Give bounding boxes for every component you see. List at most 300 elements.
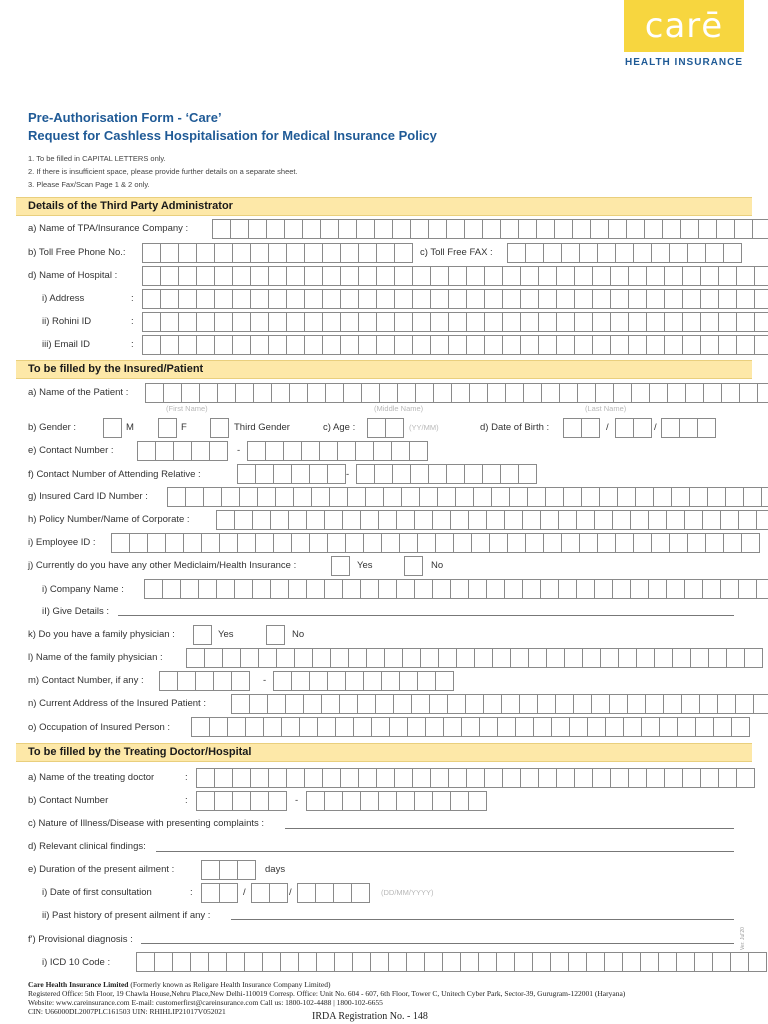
- char-cell[interactable]: [216, 579, 234, 599]
- char-cell[interactable]: [641, 717, 659, 737]
- char-cell[interactable]: [741, 533, 760, 553]
- char-cell[interactable]: [519, 694, 537, 714]
- char-cell[interactable]: [417, 671, 435, 691]
- char-cell[interactable]: [338, 219, 356, 239]
- char-cell[interactable]: [231, 694, 249, 714]
- char-cell[interactable]: [515, 717, 533, 737]
- char-cell[interactable]: [690, 648, 708, 668]
- char-cell[interactable]: [720, 510, 738, 530]
- char-cell[interactable]: [250, 768, 268, 788]
- char-cell[interactable]: [396, 579, 414, 599]
- char-cell[interactable]: [204, 648, 222, 668]
- char-cell[interactable]: [329, 487, 347, 507]
- char-cell[interactable]: [466, 335, 484, 355]
- char-cell[interactable]: [435, 671, 454, 691]
- char-cell[interactable]: [306, 791, 324, 811]
- char-cell[interactable]: [453, 533, 471, 553]
- char-cell[interactable]: [251, 883, 269, 903]
- char-cell[interactable]: [605, 717, 623, 737]
- char-cell[interactable]: [268, 335, 286, 355]
- char-cell[interactable]: [410, 219, 428, 239]
- char-cell[interactable]: [280, 952, 298, 972]
- char-cell[interactable]: [697, 418, 716, 438]
- char-cell[interactable]: [374, 464, 392, 484]
- char-cell[interactable]: [594, 510, 612, 530]
- char-cell[interactable]: [406, 952, 424, 972]
- char-cell[interactable]: [340, 335, 358, 355]
- char-cell[interactable]: [396, 791, 414, 811]
- char-cell[interactable]: [163, 383, 181, 403]
- char-cell[interactable]: [273, 533, 291, 553]
- char-cell[interactable]: [392, 219, 410, 239]
- char-cell[interactable]: [234, 579, 252, 599]
- char-cell[interactable]: [370, 952, 388, 972]
- char-cell[interactable]: [394, 266, 412, 286]
- char-cell[interactable]: [618, 648, 636, 668]
- char-cell[interactable]: [363, 533, 381, 553]
- nature-of-illness-line[interactable]: [285, 828, 734, 829]
- char-cell[interactable]: [293, 487, 311, 507]
- clinical-findings-line[interactable]: [156, 851, 734, 852]
- char-cell[interactable]: [231, 671, 250, 691]
- char-cell[interactable]: [340, 266, 358, 286]
- char-cell[interactable]: [556, 768, 574, 788]
- char-cell[interactable]: [394, 312, 412, 332]
- patient-name-field[interactable]: [145, 383, 768, 403]
- char-cell[interactable]: [237, 533, 255, 553]
- char-cell[interactable]: [430, 289, 448, 309]
- char-cell[interactable]: [700, 768, 718, 788]
- char-cell[interactable]: [252, 510, 270, 530]
- char-cell[interactable]: [582, 648, 600, 668]
- char-cell[interactable]: [664, 289, 682, 309]
- char-cell[interactable]: [286, 335, 304, 355]
- char-cell[interactable]: [682, 266, 700, 286]
- char-cell[interactable]: [334, 952, 352, 972]
- char-cell[interactable]: [664, 768, 682, 788]
- char-cell[interactable]: [412, 289, 430, 309]
- char-cell[interactable]: [356, 464, 374, 484]
- char-cell[interactable]: [198, 579, 216, 599]
- char-cell[interactable]: [597, 533, 615, 553]
- char-cell[interactable]: [234, 510, 252, 530]
- char-cell[interactable]: [573, 694, 591, 714]
- char-cell[interactable]: [718, 312, 736, 332]
- char-cell[interactable]: [397, 383, 415, 403]
- char-cell[interactable]: [545, 487, 563, 507]
- char-cell[interactable]: [268, 289, 286, 309]
- char-cell[interactable]: [203, 487, 221, 507]
- char-cell[interactable]: [646, 312, 664, 332]
- char-cell[interactable]: [592, 266, 610, 286]
- char-cell[interactable]: [399, 671, 417, 691]
- char-cell[interactable]: [209, 441, 228, 461]
- char-cell[interactable]: [538, 768, 556, 788]
- char-cell[interactable]: [286, 768, 304, 788]
- char-cell[interactable]: [407, 717, 425, 737]
- char-cell[interactable]: [340, 312, 358, 332]
- char-cell[interactable]: [273, 671, 291, 691]
- char-cell[interactable]: [345, 533, 363, 553]
- char-cell[interactable]: [576, 579, 594, 599]
- char-cell[interactable]: [514, 952, 532, 972]
- char-cell[interactable]: [504, 510, 522, 530]
- char-cell[interactable]: [466, 266, 484, 286]
- char-cell[interactable]: [160, 312, 178, 332]
- char-cell[interactable]: [448, 266, 466, 286]
- char-cell[interactable]: [352, 952, 370, 972]
- char-cell[interactable]: [268, 768, 286, 788]
- char-cell[interactable]: [196, 768, 214, 788]
- char-cell[interactable]: [754, 266, 768, 286]
- char-cell[interactable]: [322, 768, 340, 788]
- physician-std-field[interactable]: [159, 671, 250, 691]
- char-cell[interactable]: [257, 487, 275, 507]
- char-cell[interactable]: [371, 717, 389, 737]
- char-cell[interactable]: [432, 579, 450, 599]
- char-cell[interactable]: [540, 510, 558, 530]
- char-cell[interactable]: [682, 289, 700, 309]
- char-cell[interactable]: [525, 243, 543, 263]
- char-cell[interactable]: [752, 219, 768, 239]
- char-cell[interactable]: [267, 694, 285, 714]
- char-cell[interactable]: [252, 579, 270, 599]
- char-cell[interactable]: [676, 952, 694, 972]
- past-history-line[interactable]: [231, 919, 734, 920]
- char-cell[interactable]: [367, 418, 385, 438]
- char-cell[interactable]: [316, 952, 334, 972]
- duration-field[interactable]: [201, 860, 256, 880]
- char-cell[interactable]: [263, 717, 281, 737]
- char-cell[interactable]: [708, 648, 726, 668]
- char-cell[interactable]: [361, 383, 379, 403]
- char-cell[interactable]: [448, 289, 466, 309]
- char-cell[interactable]: [592, 335, 610, 355]
- char-cell[interactable]: [178, 335, 196, 355]
- char-cell[interactable]: [705, 533, 723, 553]
- char-cell[interactable]: [615, 243, 633, 263]
- char-cell[interactable]: [509, 487, 527, 507]
- char-cell[interactable]: [682, 312, 700, 332]
- char-cell[interactable]: [753, 694, 768, 714]
- char-cell[interactable]: [484, 312, 502, 332]
- char-cell[interactable]: [348, 648, 366, 668]
- char-cell[interactable]: [358, 289, 376, 309]
- char-cell[interactable]: [574, 335, 592, 355]
- char-cell[interactable]: [250, 266, 268, 286]
- char-cell[interactable]: [456, 648, 474, 668]
- char-cell[interactable]: [538, 266, 556, 286]
- family-physician-no-checkbox[interactable]: [266, 625, 285, 645]
- char-cell[interactable]: [402, 648, 420, 668]
- char-cell[interactable]: [744, 648, 763, 668]
- char-cell[interactable]: [186, 648, 204, 668]
- char-cell[interactable]: [144, 579, 162, 599]
- char-cell[interactable]: [612, 579, 630, 599]
- char-cell[interactable]: [651, 533, 669, 553]
- char-cell[interactable]: [635, 487, 653, 507]
- char-cell[interactable]: [378, 579, 396, 599]
- char-cell[interactable]: [394, 243, 413, 263]
- company-name-field[interactable]: [144, 579, 768, 599]
- consultation-month-field[interactable]: [251, 883, 288, 903]
- char-cell[interactable]: [343, 383, 361, 403]
- char-cell[interactable]: [250, 243, 268, 263]
- char-cell[interactable]: [631, 383, 649, 403]
- char-cell[interactable]: [219, 533, 237, 553]
- char-cell[interactable]: [646, 266, 664, 286]
- char-cell[interactable]: [248, 219, 266, 239]
- char-cell[interactable]: [196, 791, 214, 811]
- char-cell[interactable]: [291, 533, 309, 553]
- char-cell[interactable]: [420, 648, 438, 668]
- char-cell[interactable]: [538, 312, 556, 332]
- char-cell[interactable]: [237, 464, 255, 484]
- char-cell[interactable]: [309, 671, 327, 691]
- char-cell[interactable]: [428, 219, 446, 239]
- char-cell[interactable]: [609, 694, 627, 714]
- gender-f-checkbox[interactable]: [158, 418, 177, 438]
- char-cell[interactable]: [461, 717, 479, 737]
- char-cell[interactable]: [136, 952, 154, 972]
- char-cell[interactable]: [178, 243, 196, 263]
- char-cell[interactable]: [342, 579, 360, 599]
- char-cell[interactable]: [563, 418, 581, 438]
- char-cell[interactable]: [379, 383, 397, 403]
- char-cell[interactable]: [590, 219, 608, 239]
- relative-std-field[interactable]: [237, 464, 346, 484]
- char-cell[interactable]: [699, 694, 717, 714]
- char-cell[interactable]: [435, 533, 453, 553]
- char-cell[interactable]: [610, 768, 628, 788]
- char-cell[interactable]: [196, 312, 214, 332]
- char-cell[interactable]: [255, 464, 273, 484]
- char-cell[interactable]: [579, 533, 597, 553]
- char-cell[interactable]: [615, 533, 633, 553]
- char-cell[interactable]: [291, 464, 309, 484]
- char-cell[interactable]: [245, 717, 263, 737]
- char-cell[interactable]: [718, 289, 736, 309]
- char-cell[interactable]: [743, 487, 761, 507]
- char-cell[interactable]: [541, 383, 559, 403]
- char-cell[interactable]: [664, 266, 682, 286]
- char-cell[interactable]: [142, 335, 160, 355]
- char-cell[interactable]: [351, 883, 370, 903]
- char-cell[interactable]: [564, 648, 582, 668]
- consultation-day-field[interactable]: [201, 883, 238, 903]
- char-cell[interactable]: [736, 312, 754, 332]
- char-cell[interactable]: [339, 694, 357, 714]
- other-mediclaim-no-checkbox[interactable]: [404, 556, 423, 576]
- char-cell[interactable]: [610, 335, 628, 355]
- char-cell[interactable]: [736, 266, 754, 286]
- char-cell[interactable]: [754, 335, 768, 355]
- char-cell[interactable]: [522, 510, 540, 530]
- char-cell[interactable]: [383, 487, 401, 507]
- char-cell[interactable]: [556, 289, 574, 309]
- char-cell[interactable]: [147, 533, 165, 553]
- contact-std-field[interactable]: [137, 441, 228, 461]
- char-cell[interactable]: [505, 383, 523, 403]
- char-cell[interactable]: [558, 510, 576, 530]
- char-cell[interactable]: [669, 243, 687, 263]
- char-cell[interactable]: [376, 335, 394, 355]
- char-cell[interactable]: [208, 952, 226, 972]
- char-cell[interactable]: [563, 487, 581, 507]
- char-cell[interactable]: [360, 510, 378, 530]
- char-cell[interactable]: [636, 648, 654, 668]
- char-cell[interactable]: [342, 510, 360, 530]
- char-cell[interactable]: [417, 533, 435, 553]
- char-cell[interactable]: [221, 487, 239, 507]
- char-cell[interactable]: [492, 648, 510, 668]
- char-cell[interactable]: [671, 487, 689, 507]
- char-cell[interactable]: [448, 768, 466, 788]
- char-cell[interactable]: [324, 791, 342, 811]
- char-cell[interactable]: [630, 579, 648, 599]
- char-cell[interactable]: [717, 694, 735, 714]
- char-cell[interactable]: [321, 694, 339, 714]
- char-cell[interactable]: [496, 952, 514, 972]
- char-cell[interactable]: [679, 418, 697, 438]
- char-cell[interactable]: [286, 289, 304, 309]
- char-cell[interactable]: [685, 383, 703, 403]
- insured-card-id-field[interactable]: [167, 487, 768, 507]
- char-cell[interactable]: [520, 289, 538, 309]
- char-cell[interactable]: [484, 266, 502, 286]
- char-cell[interactable]: [626, 219, 644, 239]
- char-cell[interactable]: [446, 464, 464, 484]
- char-cell[interactable]: [669, 533, 687, 553]
- char-cell[interactable]: [385, 418, 404, 438]
- char-cell[interactable]: [232, 335, 250, 355]
- char-cell[interactable]: [302, 219, 320, 239]
- char-cell[interactable]: [627, 694, 645, 714]
- char-cell[interactable]: [594, 579, 612, 599]
- char-cell[interactable]: [392, 464, 410, 484]
- char-cell[interactable]: [756, 510, 768, 530]
- char-cell[interactable]: [294, 648, 312, 668]
- dob-month-field[interactable]: [615, 418, 652, 438]
- char-cell[interactable]: [507, 243, 525, 263]
- icd-code-field[interactable]: [136, 952, 767, 972]
- char-cell[interactable]: [689, 487, 707, 507]
- char-cell[interactable]: [358, 243, 376, 263]
- char-cell[interactable]: [345, 671, 363, 691]
- toll-free-fax-field[interactable]: [507, 243, 742, 263]
- char-cell[interactable]: [489, 533, 507, 553]
- char-cell[interactable]: [600, 648, 618, 668]
- char-cell[interactable]: [414, 579, 432, 599]
- char-cell[interactable]: [721, 383, 739, 403]
- char-cell[interactable]: [536, 219, 554, 239]
- char-cell[interactable]: [142, 312, 160, 332]
- char-cell[interactable]: [306, 510, 324, 530]
- char-cell[interactable]: [591, 694, 609, 714]
- char-cell[interactable]: [232, 312, 250, 332]
- char-cell[interactable]: [537, 694, 555, 714]
- char-cell[interactable]: [154, 952, 172, 972]
- char-cell[interactable]: [327, 533, 345, 553]
- char-cell[interactable]: [309, 533, 327, 553]
- contact-number-field[interactable]: [247, 441, 428, 461]
- char-cell[interactable]: [250, 312, 268, 332]
- char-cell[interactable]: [199, 383, 217, 403]
- char-cell[interactable]: [227, 717, 245, 737]
- char-cell[interactable]: [538, 335, 556, 355]
- char-cell[interactable]: [214, 791, 232, 811]
- char-cell[interactable]: [446, 219, 464, 239]
- char-cell[interactable]: [448, 312, 466, 332]
- char-cell[interactable]: [232, 791, 250, 811]
- char-cell[interactable]: [414, 510, 432, 530]
- char-cell[interactable]: [500, 219, 518, 239]
- char-cell[interactable]: [555, 694, 573, 714]
- char-cell[interactable]: [471, 533, 489, 553]
- char-cell[interactable]: [232, 266, 250, 286]
- char-cell[interactable]: [501, 694, 519, 714]
- char-cell[interactable]: [438, 648, 456, 668]
- char-cell[interactable]: [694, 952, 712, 972]
- char-cell[interactable]: [659, 717, 677, 737]
- address-field[interactable]: [142, 289, 768, 309]
- char-cell[interactable]: [559, 383, 577, 403]
- char-cell[interactable]: [687, 243, 705, 263]
- char-cell[interactable]: [288, 579, 306, 599]
- char-cell[interactable]: [569, 717, 587, 737]
- char-cell[interactable]: [183, 533, 201, 553]
- char-cell[interactable]: [649, 383, 667, 403]
- char-cell[interactable]: [664, 312, 682, 332]
- char-cell[interactable]: [180, 579, 198, 599]
- char-cell[interactable]: [730, 952, 748, 972]
- char-cell[interactable]: [381, 533, 399, 553]
- char-cell[interactable]: [230, 219, 248, 239]
- char-cell[interactable]: [258, 648, 276, 668]
- char-cell[interactable]: [483, 694, 501, 714]
- char-cell[interactable]: [592, 312, 610, 332]
- char-cell[interactable]: [317, 717, 335, 737]
- char-cell[interactable]: [327, 464, 346, 484]
- char-cell[interactable]: [190, 952, 208, 972]
- char-cell[interactable]: [286, 266, 304, 286]
- policy-number-field[interactable]: [216, 510, 768, 530]
- char-cell[interactable]: [129, 533, 147, 553]
- char-cell[interactable]: [297, 883, 315, 903]
- char-cell[interactable]: [736, 768, 755, 788]
- char-cell[interactable]: [376, 768, 394, 788]
- char-cell[interactable]: [378, 791, 396, 811]
- char-cell[interactable]: [244, 952, 262, 972]
- char-cell[interactable]: [556, 312, 574, 332]
- char-cell[interactable]: [373, 441, 391, 461]
- char-cell[interactable]: [419, 487, 437, 507]
- char-cell[interactable]: [178, 289, 196, 309]
- char-cell[interactable]: [266, 219, 284, 239]
- char-cell[interactable]: [518, 219, 536, 239]
- char-cell[interactable]: [333, 883, 351, 903]
- char-cell[interactable]: [232, 243, 250, 263]
- char-cell[interactable]: [654, 648, 672, 668]
- char-cell[interactable]: [173, 441, 191, 461]
- char-cell[interactable]: [342, 791, 360, 811]
- char-cell[interactable]: [394, 289, 412, 309]
- char-cell[interactable]: [702, 510, 720, 530]
- char-cell[interactable]: [430, 312, 448, 332]
- char-cell[interactable]: [201, 533, 219, 553]
- char-cell[interactable]: [219, 860, 237, 880]
- char-cell[interactable]: [262, 952, 280, 972]
